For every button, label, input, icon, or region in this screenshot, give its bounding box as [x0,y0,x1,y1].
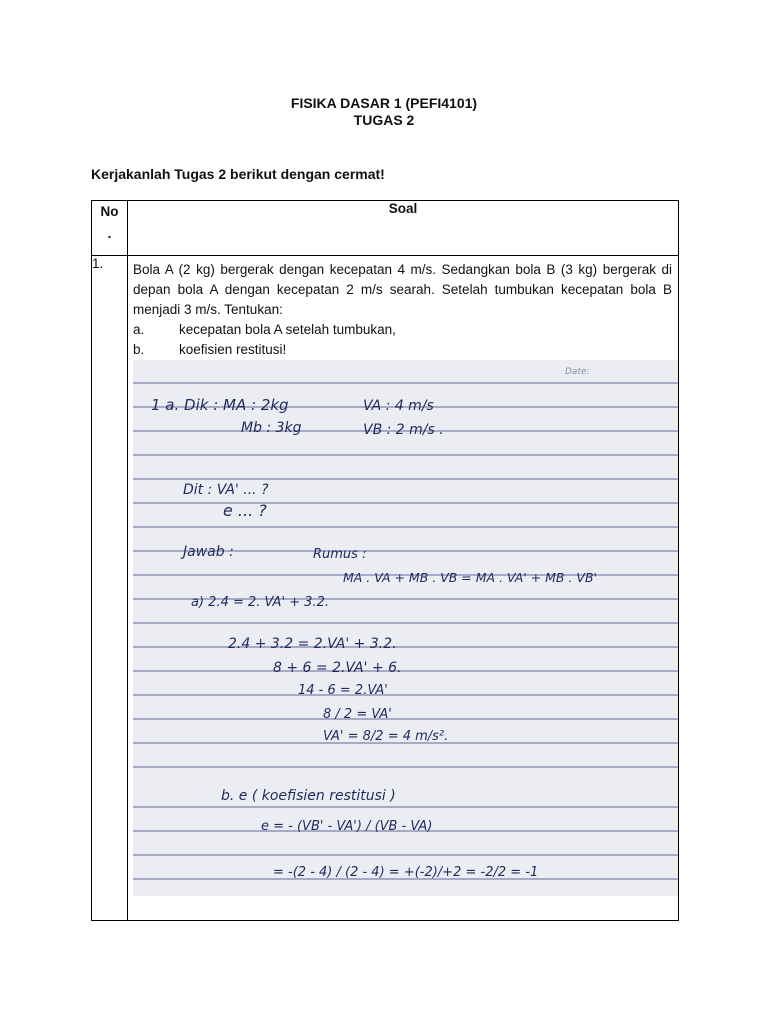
hw-line-13: 14 - 6 = 2.VA' [298,683,388,698]
hw-line-14: 8 / 2 = VA' [323,707,392,722]
hw-line-3: Mb : 3kg [241,420,302,436]
hw-line-12: 8 + 6 = 2.VA' + 6. [273,660,402,676]
question-text-block [128,256,678,360]
question-table [91,200,679,921]
handwritten-answer-photo-part-b [133,778,678,896]
hw-line-9: MA . VA + MB . VB = MA . VA' + MB . VB' [343,570,597,585]
option-a-label: a. [133,322,145,337]
hw-line-10: a) 2.4 = 2. VA' + 3.2. [191,595,329,610]
hw-line-5: Dit : VA' ... ? [183,482,269,498]
hw-line-17: e = - (VB' - VA') / (VB - VA) [261,819,433,834]
document-subtitle: TUGAS 2 [353,112,415,128]
row-number: 1. [92,256,128,921]
hw-line-1: 1 a. Dik : MA : 2kg [151,396,289,414]
handwritten-answer-svg [133,360,678,778]
table-header-row [92,201,679,256]
column-header-no [92,201,128,256]
column-header-no-dot: . [107,226,112,241]
table-row [92,256,679,921]
question-text: Bola A (2 kg) bergerak dengan kecepatan 4 m/s. Sedangkan bola B (3 kg) bergerak di depan bola A dengan kecepatan 2 m/s searah. Setelah tumbukan kecepatan bola B menjadi 3 m/s. Tentukan: [133,262,672,317]
date-label: Date: [565,367,590,377]
hw-line-8: Rumus : [313,547,367,562]
column-header-no-label: No [100,204,119,219]
hw-line-2: VA : 4 m/s [363,398,434,414]
document-title: FISIKA DASAR 1 (PEFI4101) [290,95,478,111]
option-a [133,320,672,340]
handwritten-answer-photo [133,360,678,778]
column-header-soal: Soal [128,201,679,256]
instruction-text: Kerjakanlah Tugas 2 berikut dengan cermat! [91,166,385,182]
hw-line-6: e ... ? [223,501,267,520]
option-a-text: kecepatan bola A setelah tumbukan, [179,322,396,337]
hw-line-18: = -(2 - 4) / (2 - 4) = +(-2)/+2 = -2/2 = -1 [273,865,539,880]
option-b-text: koefisien restitusi! [179,342,287,357]
option-b-label: b. [133,342,145,357]
handwritten-answer-part-b-svg [133,778,678,896]
hw-line-7: Jawab : [183,544,234,560]
hw-line-16: b. e ( koefisien restitusi ) [221,788,396,804]
option-b [133,340,672,360]
hw-line-11: 2.4 + 3.2 = 2.VA' + 3.2. [228,636,397,652]
hw-line-4: VB : 2 m/s . [363,422,444,438]
hw-line-15: VA' = 8/2 = 4 m/s². [323,729,449,744]
row-question-cell [128,256,679,921]
